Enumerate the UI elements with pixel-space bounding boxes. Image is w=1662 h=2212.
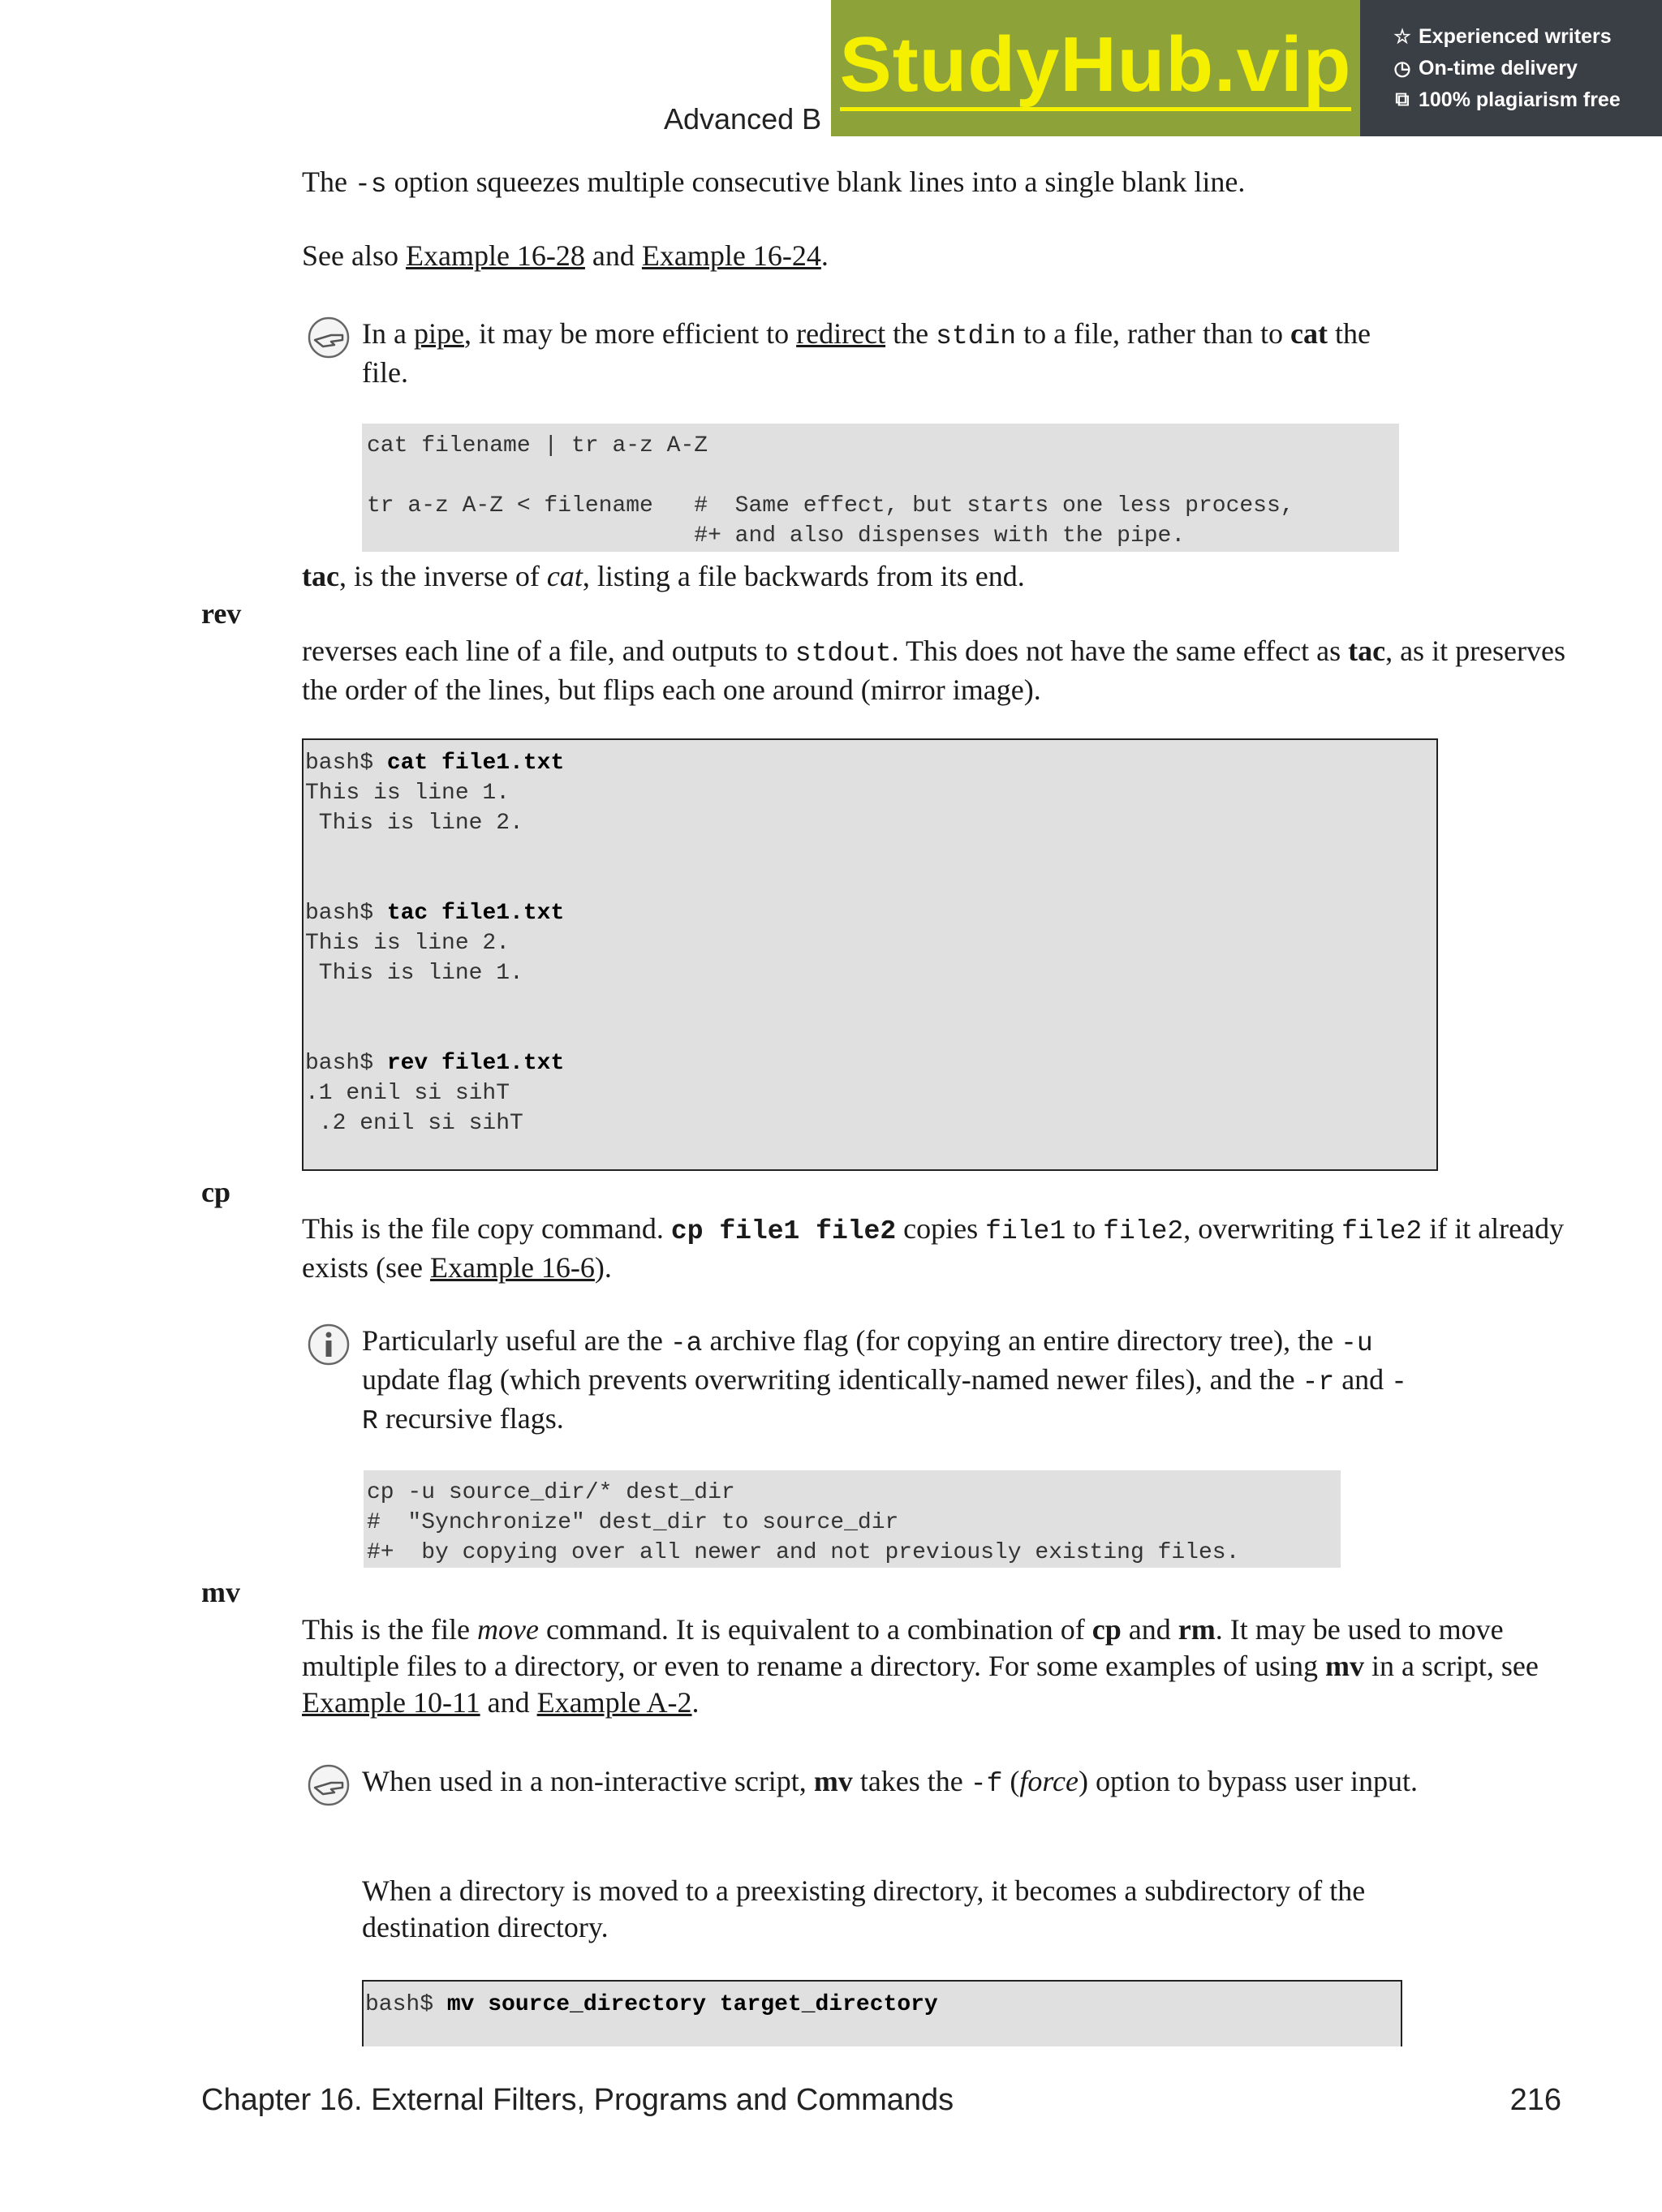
link-example-10-11[interactable]: Example 10-11 bbox=[302, 1686, 480, 1719]
prompt: bash$ bbox=[305, 901, 387, 926]
banner-feature bbox=[1393, 57, 1662, 80]
text: and bbox=[584, 239, 642, 272]
tac-paragraph bbox=[302, 558, 1568, 595]
text: This is the file bbox=[302, 1613, 477, 1646]
note-cp-flags-paragraph bbox=[362, 1323, 1417, 1440]
text: The bbox=[302, 166, 355, 198]
text: , is the inverse of bbox=[338, 560, 547, 592]
link-redirect[interactable]: redirect bbox=[796, 317, 886, 350]
code-block-tr bbox=[362, 424, 1399, 552]
banner-feature bbox=[1393, 25, 1662, 49]
text: . bbox=[820, 239, 829, 272]
term-cp: cp bbox=[201, 1176, 230, 1208]
text: update flag (which prevents overwriting identically-named newer files), and the bbox=[362, 1363, 1302, 1396]
text: to a file, rather than to bbox=[1016, 317, 1290, 350]
text: the bbox=[885, 317, 936, 350]
banner-feature-text: On-time delivery bbox=[1419, 56, 1578, 80]
text: and bbox=[480, 1686, 537, 1719]
text: archive flag (for copying an entire directory tree), the bbox=[702, 1324, 1341, 1357]
file-code: file2 bbox=[1341, 1216, 1423, 1246]
text: command. It is equivalent to a combination of bbox=[538, 1613, 1092, 1646]
output-line: This is line 2. bbox=[305, 811, 523, 836]
text: the file. bbox=[362, 317, 1371, 389]
code-line: #+ by copying over all newer and not previously existing files. bbox=[367, 1540, 1240, 1565]
code-block-cp bbox=[364, 1470, 1341, 1568]
stdout-code: stdout bbox=[794, 639, 892, 669]
file-code: file2 bbox=[1103, 1216, 1184, 1246]
text: if it already exists (see bbox=[302, 1212, 1565, 1284]
banner-feature-text: Experienced writers bbox=[1419, 24, 1612, 48]
text: ( bbox=[1002, 1765, 1020, 1797]
option-code: -s bbox=[354, 170, 387, 200]
note-pipe-paragraph bbox=[362, 316, 1417, 391]
mv-command: mv bbox=[813, 1765, 853, 1797]
prompt: bash$ bbox=[365, 1992, 447, 2017]
text: This is the file copy command. bbox=[302, 1212, 671, 1245]
output-line: This is line 1. bbox=[305, 961, 523, 986]
banner-logo-area[interactable] bbox=[831, 0, 1360, 136]
text: , overwriting bbox=[1183, 1212, 1342, 1245]
link-example-a-2[interactable]: Example A-2 bbox=[536, 1686, 692, 1719]
text: in a script, see bbox=[1363, 1650, 1539, 1682]
text: . This does not have the same effect as bbox=[891, 635, 1349, 667]
text: Particularly useful are the bbox=[362, 1324, 670, 1357]
text: and bbox=[1334, 1363, 1392, 1396]
text: In a bbox=[362, 317, 414, 350]
text: ) option to bypass user input. bbox=[1079, 1765, 1418, 1797]
text: reverses each line of a file, and outputs to bbox=[302, 635, 795, 667]
code-line: tr a-z A-Z < filename # Same effect, but starts one less process, bbox=[367, 493, 1294, 519]
text: recursive flags. bbox=[377, 1402, 564, 1435]
terminal-rev-example bbox=[302, 738, 1438, 1171]
terminal-mv-example bbox=[362, 1980, 1402, 2046]
rm-command: rm bbox=[1178, 1613, 1216, 1646]
text: . It may be used to move multiple files to a directory, or even to rename a directory. For some examples of using bbox=[302, 1613, 1504, 1682]
text: When used in a non-interactive script, bbox=[362, 1765, 814, 1797]
command: cat file1.txt bbox=[386, 751, 565, 776]
prompt: bash$ bbox=[305, 1051, 387, 1076]
output-line: .1 enil si sihT bbox=[305, 1081, 510, 1106]
link-example-16-24[interactable]: Example 16-24 bbox=[641, 239, 821, 272]
cp-description bbox=[302, 1211, 1568, 1286]
studyhub-logo[interactable]: StudyHub.vip bbox=[840, 26, 1352, 111]
command: mv source_directory target_directory bbox=[446, 1992, 938, 2017]
text: takes the bbox=[852, 1765, 971, 1797]
text: to bbox=[1066, 1212, 1104, 1245]
force-emphasis: force bbox=[1019, 1765, 1079, 1797]
flag-code: -f bbox=[970, 1769, 1003, 1799]
footer-chapter: Chapter 16. External Filters, Programs and Commands bbox=[201, 2083, 954, 2117]
cp-command-code: cp file1 file2 bbox=[670, 1216, 897, 1246]
prompt: bash$ bbox=[305, 751, 387, 776]
note-mv-directory-paragraph: When a directory is moved to a preexisting directory, it becomes a subdirectory of the destination directory. bbox=[362, 1874, 1366, 1943]
text: . bbox=[691, 1686, 700, 1719]
link-pipe[interactable]: pipe bbox=[413, 317, 464, 350]
text: See also bbox=[302, 239, 406, 272]
output-line: This is line 1. bbox=[305, 781, 510, 806]
squeeze-option-paragraph bbox=[302, 164, 1568, 203]
banner-feature bbox=[1393, 88, 1662, 112]
mv-command: mv bbox=[1324, 1650, 1364, 1682]
running-header: Advanced B bbox=[664, 102, 822, 136]
command: rev file1.txt bbox=[386, 1051, 565, 1076]
flag-code: -R bbox=[362, 1367, 1407, 1436]
output-line: .2 enil si sihT bbox=[305, 1111, 523, 1136]
note-hand-icon bbox=[307, 1763, 351, 1807]
clock-icon: ◷ bbox=[1393, 57, 1411, 80]
note-hand-icon bbox=[307, 316, 351, 359]
text: , as it preserves the order of the lines, but flips each one around (mirror image). bbox=[302, 635, 1566, 706]
code-line: #+ and also dispenses with the pipe. bbox=[367, 523, 1186, 549]
flag-code: -u bbox=[1341, 1328, 1373, 1358]
cat-emphasis: cat bbox=[546, 560, 583, 592]
info-icon bbox=[307, 1323, 351, 1366]
see-also-paragraph bbox=[302, 238, 1568, 274]
tac-command: tac bbox=[302, 560, 339, 592]
flag-code: -a bbox=[670, 1328, 703, 1358]
term-mv: mv bbox=[201, 1576, 240, 1608]
link-example-16-28[interactable]: Example 16-28 bbox=[405, 239, 585, 272]
banner-feature-text: 100% plagiarism free bbox=[1419, 88, 1621, 111]
mv-description bbox=[302, 1612, 1568, 1721]
file-code: file1 bbox=[985, 1216, 1066, 1246]
command: tac file1.txt bbox=[386, 901, 565, 926]
flag-code: -r bbox=[1302, 1367, 1335, 1397]
banner-features bbox=[1360, 0, 1662, 136]
output-line: This is line 2. bbox=[305, 931, 510, 956]
text: copies bbox=[896, 1212, 986, 1245]
stdin-code: stdin bbox=[936, 321, 1017, 351]
text: option squeezes multiple consecutive blank lines into a single blank line. bbox=[386, 166, 1246, 198]
star-icon: ☆ bbox=[1393, 25, 1411, 48]
move-emphasis: move bbox=[476, 1613, 539, 1646]
code-line: cat filename | tr a-z A-Z bbox=[367, 433, 708, 458]
text: and bbox=[1121, 1613, 1178, 1646]
note-mv-force-paragraph bbox=[362, 1763, 1449, 1802]
studyhub-banner[interactable] bbox=[831, 0, 1662, 136]
link-example-16-6[interactable]: Example 16-6 bbox=[429, 1251, 595, 1284]
copy-icon: ⧉ bbox=[1395, 88, 1410, 110]
code-line: cp -u source_dir/* dest_dir bbox=[367, 1480, 735, 1505]
rev-description bbox=[302, 633, 1568, 708]
text: , listing a file backwards from its end. bbox=[582, 560, 1025, 592]
cat-command: cat bbox=[1290, 317, 1328, 350]
tac-command: tac bbox=[1348, 635, 1386, 667]
page-number: 216 bbox=[1509, 2083, 1561, 2117]
cp-command: cp bbox=[1091, 1613, 1122, 1646]
text: ). bbox=[594, 1251, 612, 1284]
term-rev: rev bbox=[201, 597, 242, 630]
text: , it may be more efficient to bbox=[463, 317, 797, 350]
code-line: # "Synchronize" dest_dir to source_dir bbox=[367, 1510, 899, 1535]
